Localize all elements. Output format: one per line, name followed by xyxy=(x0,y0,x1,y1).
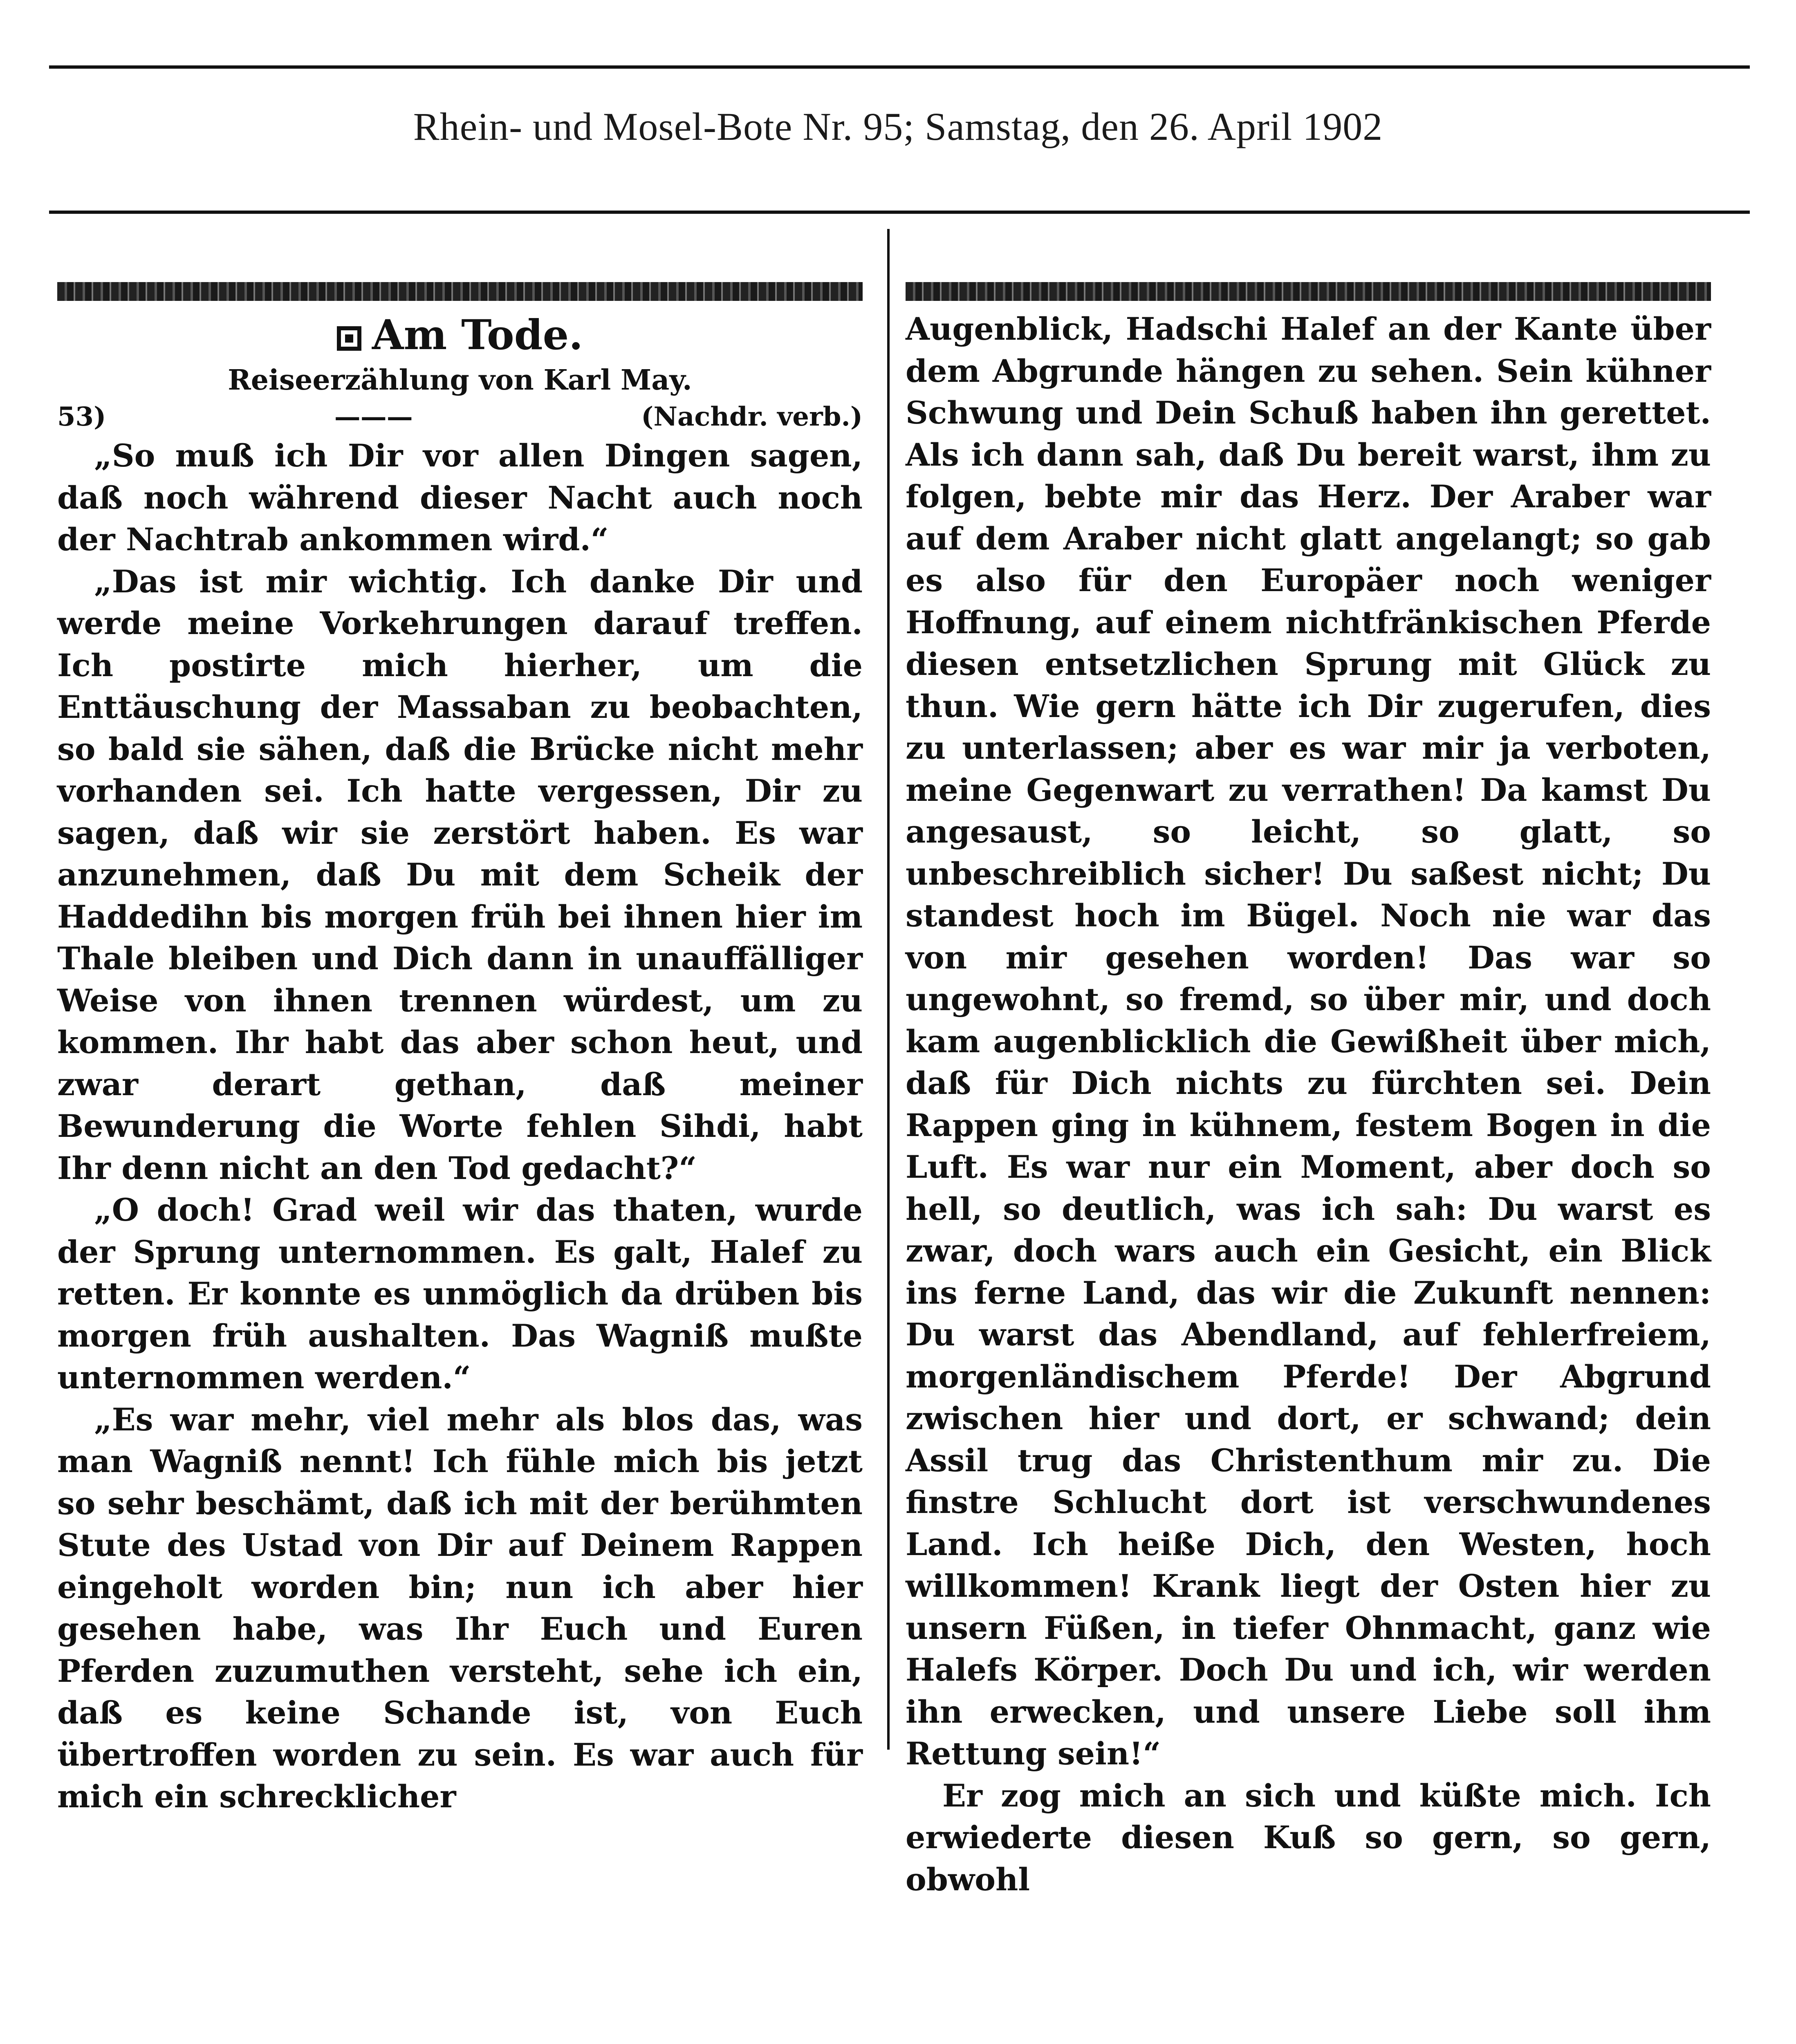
top-rule xyxy=(49,65,1750,69)
square-ornament-icon xyxy=(337,326,361,351)
story-title-text: Am Tode. xyxy=(372,311,583,359)
article-column-left xyxy=(57,282,863,1818)
article-column-right xyxy=(906,282,1711,1901)
paragraph: „Es war mehr, viel mehr als blos das, was man Wagniß nennt! Ich fühle mich bis jetzt so sehr beschämt, daß ich mit der berühmten Stute des Ustad von Dir auf Deinem Rappen eingeholt worden bin; nun ich aber hier gesehen habe, was Ihr Euch und Euren Pferden zuzumuthen versteht, sehe ich ein, daß es keine Schande ist, von Euch übertroffen worden zu sein. Es war auch für mich ein schrecklicher xyxy=(57,1401,863,1815)
header-rule xyxy=(49,211,1750,214)
paragraph: Augenblick, Hadschi Halef an der Kante über dem Abgrunde hängen zu sehen. Sein kühner Schwung und Dein Schuß haben ihn gerettet. Als ich dann sah, daß Du bereit warst, ihm zu folgen, bebte mir das Herz. Der Araber war auf dem Araber nicht glatt angelangt; so gab es also für den Europäer noch weniger Hoffnung, auf einem nichtfränkischen Pferde diesen entsetzlichen Sprung mit Glück zu thun. Wie gern hätte ich Dir zugerufen, dies zu unterlassen; aber es war mir ja verboten, meine Gegenwart zu verrathen! Da kamst Du angesaust, so leicht, so glatt, so unbeschreiblich sicher! Du saßest nicht; Du standest hoch im Bügel. Noch nie war das von mir gesehen worden! Das war so ungewohnt, so fremd, so über mir, und doch kam augenblicklich die Gewißheit über mich, daß für Dich nichts zu fürchten sei. Dein Rappen ging in kühnem, festem Bogen in die Luft. Es war nur ein Moment, aber doch so hell, so deutlich, was ich sah: Du warst es zwar, doch wars auch ein Gesicht, ein Blick ins ferne Land, das wir die Zukunft nennen: Du warst das Abendland, auf fehlerfreiem, morgenländischem Pferde! Der Abgrund zwischen hier und dort, er schwand; dein Assil trug das Christenthum mir zu. Die finstre Schlucht dort ist verschwundenes Land. Ich heiße Dich, den Westen, hoch willkommen! Krank liegt der Osten hier zu unsern Füßen, in tiefer Ohnmacht, ganz wie Halefs Körper. Doch Du und ich, wir werden ihn erwecken, und unsere Liebe soll ihm Rettung sein!“ xyxy=(906,311,1711,1772)
story-subtitle: Reiseerzählung von Karl May. xyxy=(228,364,692,397)
story-title xyxy=(57,308,863,361)
article-text-right xyxy=(906,308,1711,1901)
column-banner xyxy=(57,282,863,301)
installment-number: 53) xyxy=(57,401,106,432)
installment-dash: ——— xyxy=(334,401,413,432)
article-text-left xyxy=(57,435,863,1818)
installment-line xyxy=(57,399,863,435)
page-header: Rhein- und Mosel-Bote Nr. 95; Samstag, den 26. April 1902 xyxy=(413,105,1383,148)
paragraph: „O doch! Grad weil wir das thaten, wurde der Sprung unternommen. Es galt, Halef zu retten. Er konnte es unmöglich da drüben bis morgen früh aushalten. Das Wagniß mußte unternommen werden.“ xyxy=(57,1192,863,1396)
paragraph: „So muß ich Dir vor allen Dingen sagen, daß noch während dieser Nacht auch noch der Nachtrab ankommen wird.“ xyxy=(57,437,863,558)
column-banner xyxy=(906,282,1711,301)
column-divider xyxy=(887,229,890,1750)
paragraph: „Das ist mir wichtig. Ich danke Dir und werde meine Vorkehrungen darauf treffen. Ich postirte mich hierher, um die Enttäuschung der Massaban zu beobachten, so bald sie sähen, daß die Brücke nicht mehr vorhanden sei. Ich hatte vergessen, Dir zu sagen, daß wir sie zerstört haben. Es war anzunehmen, daß Du mit dem Scheik der Haddedihn bis morgen früh bei ihnen hier im Thale bleiben und Dich dann in unauffälliger Weise von ihnen trennen würdest, um zu kommen. Ihr habt das aber schon heut, und zwar derart gethan, daß meiner Bewunderung die Worte fehlen Sihdi, habt Ihr denn nicht an den Tod gedacht?“ xyxy=(57,563,863,1186)
paragraph: Er zog mich an sich und küßte mich. Ich erwiederte diesen Kuß so gern, so gern, obwohl xyxy=(906,1777,1711,1898)
reprint-note: (Nachdr. verb.) xyxy=(641,401,863,432)
